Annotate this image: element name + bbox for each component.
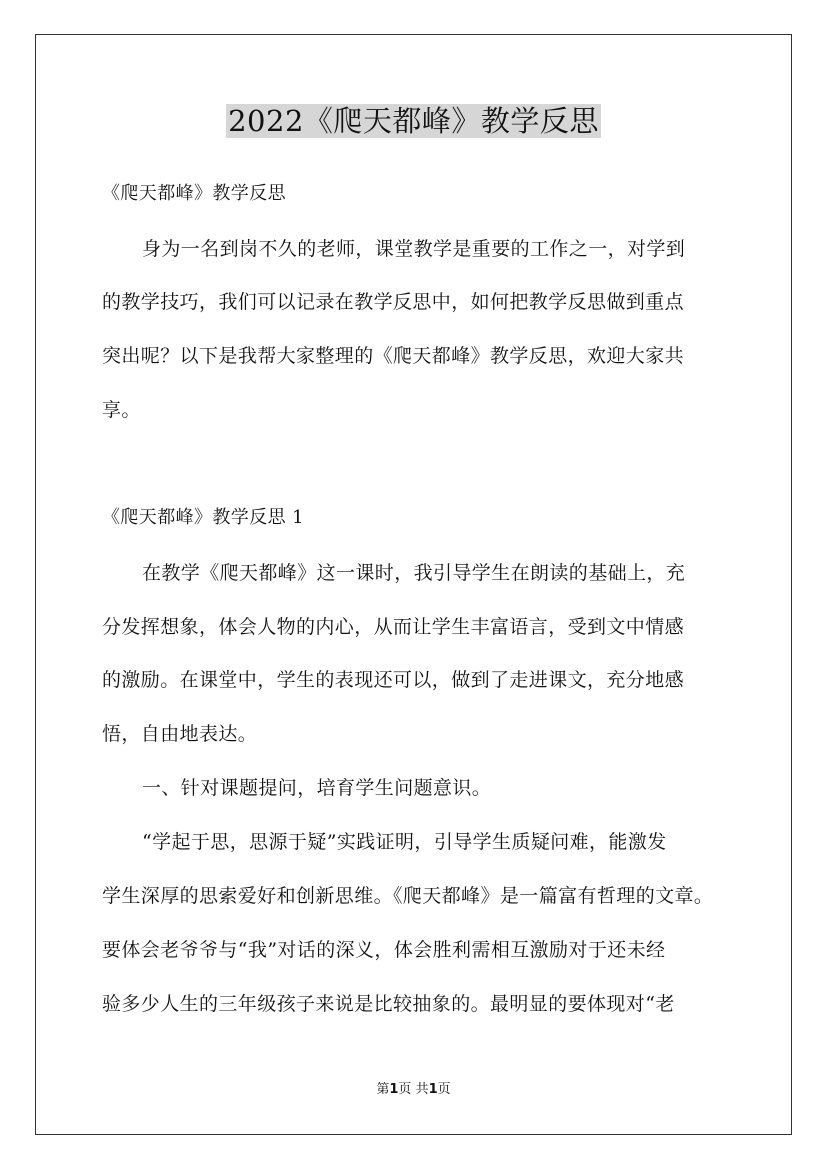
intro-line-4: 享。 — [102, 399, 141, 421]
section1-point1: 一、针对课题提问，培育学生问题意识。 — [142, 777, 492, 799]
document-title — [0, 101, 827, 141]
section1-para1-line-3: 的激励。在课堂中，学生的表现还可以，做到了走进课文，充分地感 — [102, 669, 685, 691]
section1-heading: 《爬天都峰》教学反思 1 — [102, 507, 304, 528]
footer-suffix: 页 — [437, 1082, 451, 1097]
document-title-text: 2022《爬天都峰》教学反思 — [228, 104, 599, 138]
footer-total-pages: 1 — [428, 1082, 438, 1097]
page-footer — [0, 1081, 827, 1099]
intro-heading: 《爬天都峰》教学反思 — [102, 183, 286, 204]
footer-page-number: 1 — [389, 1082, 399, 1097]
section1-para2-line-3: 要体会老爷爷与“我”对话的深义，体会胜利需相互激励对于还未经 — [102, 939, 666, 961]
section1-para1-line-4: 悟，自由地表达。 — [102, 723, 258, 745]
intro-line-2: 的教学技巧，我们可以记录在教学反思中，如何把教学反思做到重点 — [102, 291, 685, 313]
section1-para2-line-2: 学生深厚的思索爱好和创新思维。《爬天都峰》是一篇富有哲理的文章。 — [102, 885, 714, 907]
footer-mid: 页 共 — [398, 1082, 429, 1097]
intro-line-3: 突出呢？以下是我帮大家整理的《爬天都峰》教学反思，欢迎大家共 — [102, 345, 685, 367]
section1-para1-line-1: 在教学《爬天都峰》这一课时，我引导学生在朗读的基础上，充 — [142, 562, 686, 584]
section1-para1-line-2: 分发挥想象，体会人物的内心，从而让学生丰富语言，受到文中情感 — [102, 616, 685, 638]
section1-para2-line-1: “学起于思，思源于疑”实践证明，引导学生质疑问难，能激发 — [142, 831, 667, 853]
intro-line-1: 身为一名到岗不久的老师，课堂教学是重要的工作之一，对学到 — [142, 238, 686, 260]
section1-para2-line-4: 验多少人生的三年级孩子来说是比较抽象的。最明显的要体现对“老 — [102, 993, 675, 1015]
footer-prefix: 第 — [376, 1082, 390, 1097]
